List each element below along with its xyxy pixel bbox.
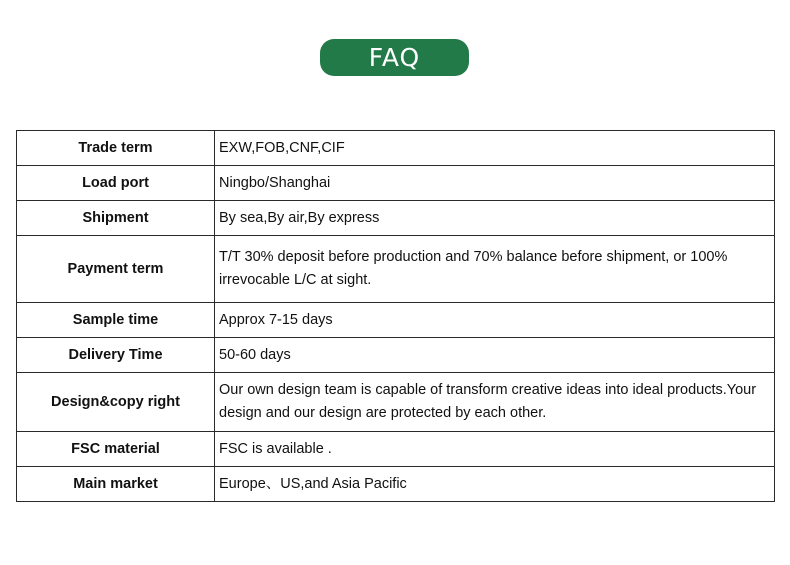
- table-row: [17, 201, 775, 236]
- row-label-main-market: Main market: [17, 467, 215, 502]
- row-label-delivery-time: Delivery Time: [17, 338, 215, 373]
- row-value-payment-term: T/T 30% deposit before production and 70% balance before shipment, or 100% irrevocable L/C at sight.: [215, 236, 775, 303]
- row-value-sample-time: Approx 7-15 days: [215, 303, 775, 338]
- faq-title-badge: FAQ: [320, 39, 469, 76]
- table-row: [17, 166, 775, 201]
- row-label-design-copy-right: Design&copy right: [17, 373, 215, 432]
- row-value-load-port: Ningbo/Shanghai: [215, 166, 775, 201]
- row-label-fsc-material: FSC material: [17, 432, 215, 467]
- row-label-sample-time: Sample time: [17, 303, 215, 338]
- row-label-payment-term: Payment term: [17, 236, 215, 303]
- row-value-trade-term: EXW,FOB,CNF,CIF: [215, 131, 775, 166]
- faq-table: [16, 130, 775, 502]
- row-label-shipment: Shipment: [17, 201, 215, 236]
- row-value-delivery-time: 50-60 days: [215, 338, 775, 373]
- table-row: [17, 338, 775, 373]
- table-row: [17, 373, 775, 432]
- table-row: [17, 236, 775, 303]
- row-value-shipment: By sea,By air,By express: [215, 201, 775, 236]
- row-value-design-copy-right: Our own design team is capable of transform creative ideas into ideal products.Your design and our design are protected by each other.: [215, 373, 775, 432]
- row-value-fsc-material: FSC is available .: [215, 432, 775, 467]
- row-label-load-port: Load port: [17, 166, 215, 201]
- row-value-main-market: Europe、US,and Asia Pacific: [215, 467, 775, 502]
- table-row: [17, 467, 775, 502]
- table-row: [17, 131, 775, 166]
- table-row: [17, 303, 775, 338]
- table-row: [17, 432, 775, 467]
- row-label-trade-term: Trade term: [17, 131, 215, 166]
